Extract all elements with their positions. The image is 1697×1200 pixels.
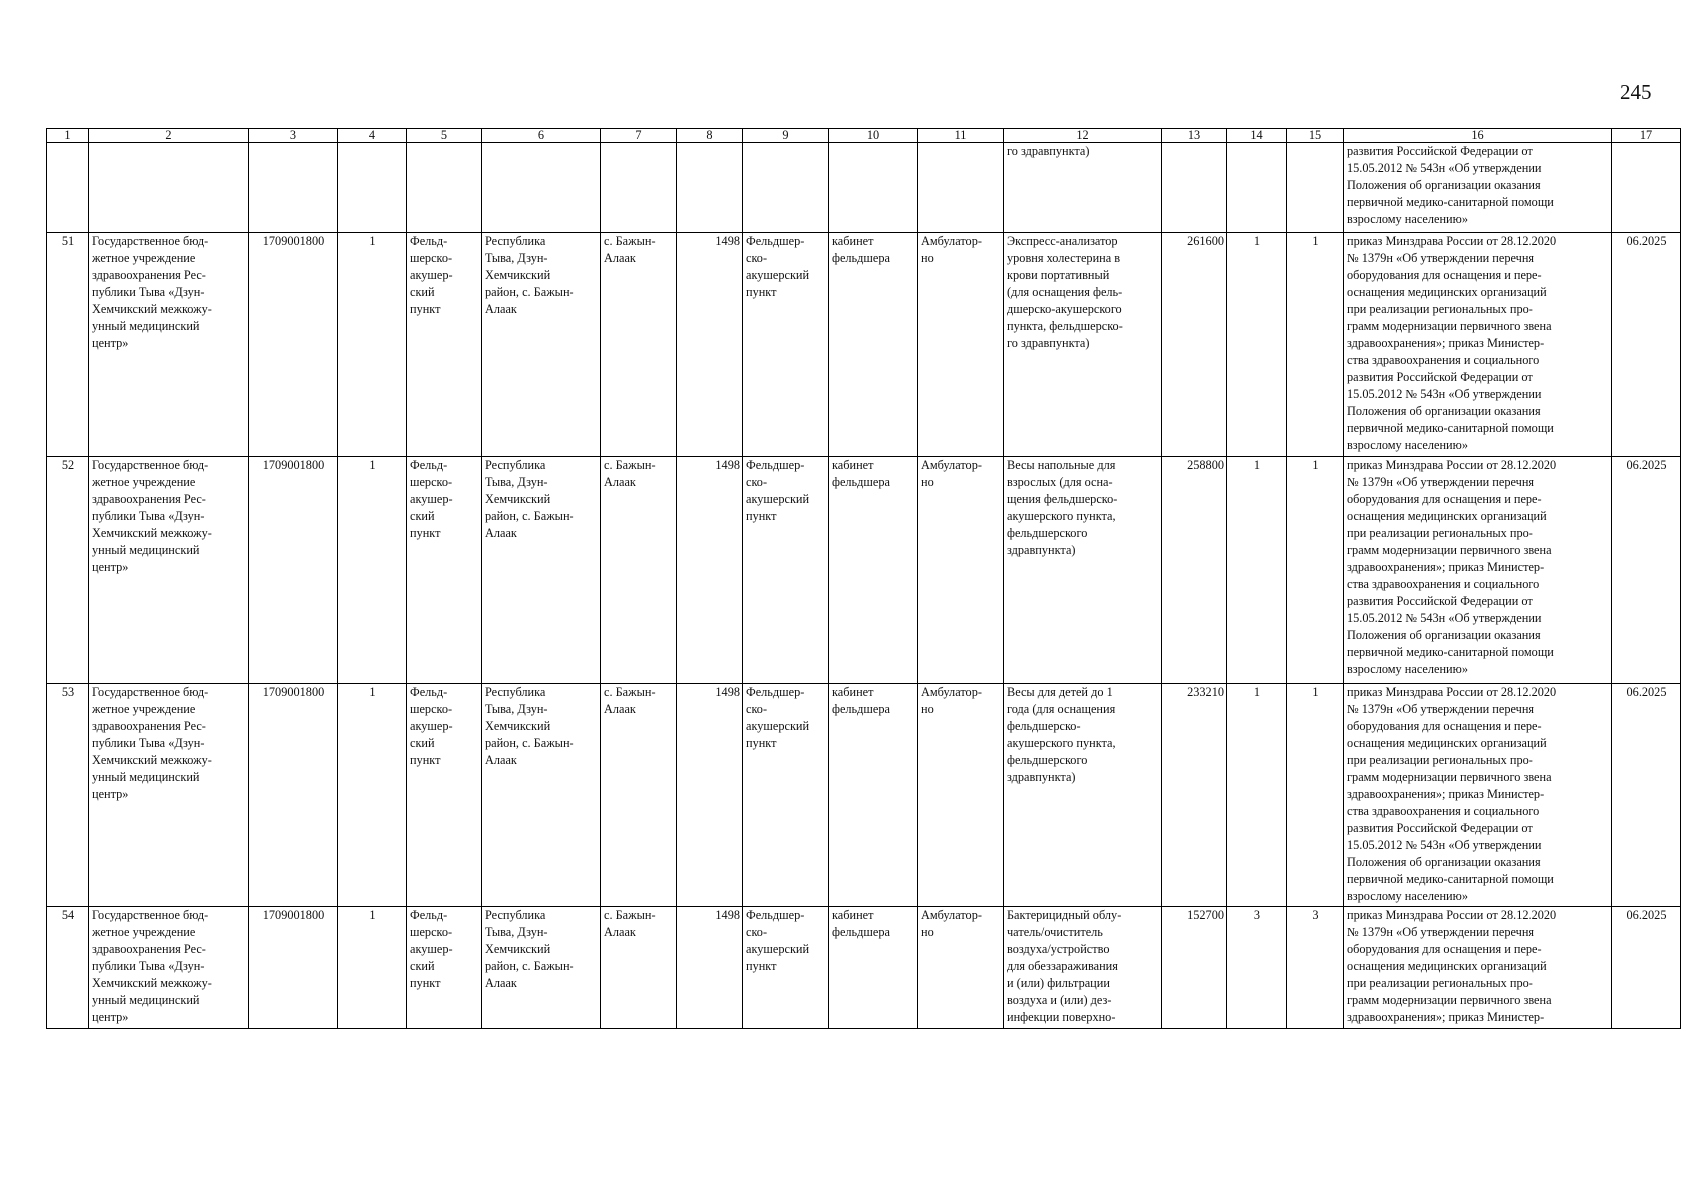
room-cell: кабинет фельдшера <box>829 907 918 1029</box>
unit-cell: Фельдшер- ско- акушерский пункт <box>743 457 829 684</box>
equipment-cell: Бактерицидный облу- чатель/очиститель воздуха/устройство для обеззараживания и (или) фильтрации воздуха и (или) дез- инфекции поверхно- <box>1004 907 1162 1029</box>
column-number: 8 <box>677 129 743 143</box>
quantity-cell: 1 <box>1227 684 1287 907</box>
column-number: 7 <box>601 129 677 143</box>
basis-cell: развития Российской Федерации от 15.05.2012 № 543н «Об утверждении Положения об организации оказания первичной медико-санитарной помощи взрослому населению» <box>1344 143 1612 233</box>
locality-cell: с. Бажын- Алаак <box>601 684 677 907</box>
column-number-row <box>47 129 1681 143</box>
table-cell <box>601 143 677 233</box>
equipment-cell: го здравпункта) <box>1004 143 1162 233</box>
price-cell: 258800 <box>1162 457 1227 684</box>
basis-cell: приказ Минздрава России от 28.12.2020 № 1379н «Об утверждении перечня оборудования для оснащения и пере- оснащения медицинских организаций при реализации региональных про- грамм модернизации первичного звена здравоохранения»; приказ Министер- ства здравоохранения и социального развития Российской Федерации от 15.05.2012 № 543н «Об утверждении Положения об организации оказания первичной медико-санитарной помощи взрослому населению» <box>1344 457 1612 684</box>
quantity-cell: 1 <box>1287 457 1344 684</box>
continuation-row <box>47 143 1681 233</box>
quantity-cell: 1 <box>1287 233 1344 457</box>
table-row <box>47 684 1681 907</box>
quantity-cell: 3 <box>1287 907 1344 1029</box>
room-cell: кабинет фельдшера <box>829 684 918 907</box>
column-number: 13 <box>1162 129 1227 143</box>
column-number: 4 <box>338 129 407 143</box>
row-number-cell: 54 <box>47 907 89 1029</box>
price-cell: 233210 <box>1162 684 1227 907</box>
column-number: 12 <box>1004 129 1162 143</box>
table-cell <box>249 143 338 233</box>
address-cell: Республика Тыва, Дзун- Хемчикский район, с. Бажын- Алаак <box>482 684 601 907</box>
page-number: 245 <box>1620 80 1652 104</box>
date-cell: 06.2025 <box>1612 457 1681 684</box>
address-cell: Республика Тыва, Дзун- Хемчикский район, с. Бажын- Алаак <box>482 457 601 684</box>
facility-type-cell: Фельд- шерско- акушер- ский пункт <box>407 457 482 684</box>
table-cell <box>47 143 89 233</box>
column-number: 6 <box>482 129 601 143</box>
equipment-cell: Весы напольные для взрослых (для осна- щения фельдшерско- акушерского пункта, фельдшерского здравпункта) <box>1004 457 1162 684</box>
row-number-cell: 52 <box>47 457 89 684</box>
price-cell: 152700 <box>1162 907 1227 1029</box>
locality-cell: с. Бажын- Алаак <box>601 907 677 1029</box>
table-cell <box>482 143 601 233</box>
count-cell: 1 <box>338 457 407 684</box>
unit-cell: Фельдшер- ско- акушерский пункт <box>743 233 829 457</box>
table-cell <box>338 143 407 233</box>
table-cell <box>743 143 829 233</box>
column-number: 17 <box>1612 129 1681 143</box>
address-cell: Республика Тыва, Дзун- Хемчикский район, с. Бажын- Алаак <box>482 907 601 1029</box>
organization-cell: Государственное бюд- жетное учреждение здравоохранения Рес- публики Тыва «Дзун- Хемчикский межкожу- унный медицинский центр» <box>89 457 249 684</box>
quantity-cell: 1 <box>1227 233 1287 457</box>
column-number: 1 <box>47 129 89 143</box>
inn-cell: 1709001800 <box>249 684 338 907</box>
count-cell: 1 <box>338 907 407 1029</box>
mode-cell: Амбулатор- но <box>918 684 1004 907</box>
quantity-cell: 1 <box>1287 684 1344 907</box>
table-cell <box>1227 143 1287 233</box>
basis-cell: приказ Минздрава России от 28.12.2020 № 1379н «Об утверждении перечня оборудования для оснащения и пере- оснащения медицинских организаций при реализации региональных про- грамм модернизации первичного звена здравоохранения»; приказ Министер- ства здравоохранения и социального развития Российской Федерации от 15.05.2012 № 543н «Об утверждении Положения об организации оказания первичной медико-санитарной помощи взрослому населению» <box>1344 684 1612 907</box>
column-number: 2 <box>89 129 249 143</box>
facility-type-cell: Фельд- шерско- акушер- ский пункт <box>407 233 482 457</box>
row-number-cell: 53 <box>47 684 89 907</box>
table-cell <box>407 143 482 233</box>
mode-cell: Амбулатор- но <box>918 233 1004 457</box>
locality-cell: с. Бажын- Алаак <box>601 457 677 684</box>
population-cell: 1498 <box>677 907 743 1029</box>
address-cell: Республика Тыва, Дзун- Хемчикский район, с. Бажын- Алаак <box>482 233 601 457</box>
inn-cell: 1709001800 <box>249 907 338 1029</box>
population-cell: 1498 <box>677 457 743 684</box>
table-cell <box>1612 143 1681 233</box>
column-number: 15 <box>1287 129 1344 143</box>
quantity-cell: 1 <box>1227 457 1287 684</box>
population-cell: 1498 <box>677 233 743 457</box>
column-number: 5 <box>407 129 482 143</box>
count-cell: 1 <box>338 233 407 457</box>
organization-cell: Государственное бюд- жетное учреждение здравоохранения Рес- публики Тыва «Дзун- Хемчикский межкожу- унный медицинский центр» <box>89 233 249 457</box>
column-number: 10 <box>829 129 918 143</box>
column-number: 16 <box>1344 129 1612 143</box>
inn-cell: 1709001800 <box>249 457 338 684</box>
unit-cell: Фельдшер- ско- акушерский пункт <box>743 684 829 907</box>
row-number-cell: 51 <box>47 233 89 457</box>
locality-cell: с. Бажын- Алаак <box>601 233 677 457</box>
table-cell <box>918 143 1004 233</box>
equipment-table <box>46 128 1681 1029</box>
mode-cell: Амбулатор- но <box>918 907 1004 1029</box>
quantity-cell: 3 <box>1227 907 1287 1029</box>
facility-type-cell: Фельд- шерско- акушер- ский пункт <box>407 907 482 1029</box>
table-cell <box>829 143 918 233</box>
date-cell: 06.2025 <box>1612 684 1681 907</box>
column-number: 14 <box>1227 129 1287 143</box>
unit-cell: Фельдшер- ско- акушерский пункт <box>743 907 829 1029</box>
facility-type-cell: Фельд- шерско- акушер- ский пункт <box>407 684 482 907</box>
basis-cell: приказ Минздрава России от 28.12.2020 № 1379н «Об утверждении перечня оборудования для оснащения и пере- оснащения медицинских организаций при реализации региональных про- грамм модернизации первичного звена здравоохранения»; приказ Министер- ства здравоохранения и социального развития Российской Федерации от 15.05.2012 № 543н «Об утверждении Положения об организации оказания первичной медико-санитарной помощи взрослому населению» <box>1344 233 1612 457</box>
count-cell: 1 <box>338 684 407 907</box>
table-row <box>47 233 1681 457</box>
organization-cell: Государственное бюд- жетное учреждение здравоохранения Рес- публики Тыва «Дзун- Хемчикский межкожу- унный медицинский центр» <box>89 684 249 907</box>
column-number: 11 <box>918 129 1004 143</box>
table-cell <box>677 143 743 233</box>
table-cell <box>89 143 249 233</box>
organization-cell: Государственное бюд- жетное учреждение здравоохранения Рес- публики Тыва «Дзун- Хемчикский межкожу- унный медицинский центр» <box>89 907 249 1029</box>
mode-cell: Амбулатор- но <box>918 457 1004 684</box>
inn-cell: 1709001800 <box>249 233 338 457</box>
equipment-cell: Экспресс-анализатор уровня холестерина в крови портативный (для оснащения фель- дшерско-акушерского пункта, фельдшерско- го здравпункта) <box>1004 233 1162 457</box>
basis-cell: приказ Минздрава России от 28.12.2020 № 1379н «Об утверждении перечня оборудования для оснащения и пере- оснащения медицинских организаций при реализации региональных про- грамм модернизации первичного звена здравоохранения»; приказ Министер- <box>1344 907 1612 1029</box>
table-row <box>47 907 1681 1029</box>
room-cell: кабинет фельдшера <box>829 457 918 684</box>
table-cell <box>1287 143 1344 233</box>
column-number: 9 <box>743 129 829 143</box>
population-cell: 1498 <box>677 684 743 907</box>
price-cell: 261600 <box>1162 233 1227 457</box>
table-row <box>47 457 1681 684</box>
column-number: 3 <box>249 129 338 143</box>
date-cell: 06.2025 <box>1612 907 1681 1029</box>
date-cell: 06.2025 <box>1612 233 1681 457</box>
room-cell: кабинет фельдшера <box>829 233 918 457</box>
equipment-cell: Весы для детей до 1 года (для оснащения фельдшерско- акушерского пункта, фельдшерского здравпункта) <box>1004 684 1162 907</box>
table-cell <box>1162 143 1227 233</box>
